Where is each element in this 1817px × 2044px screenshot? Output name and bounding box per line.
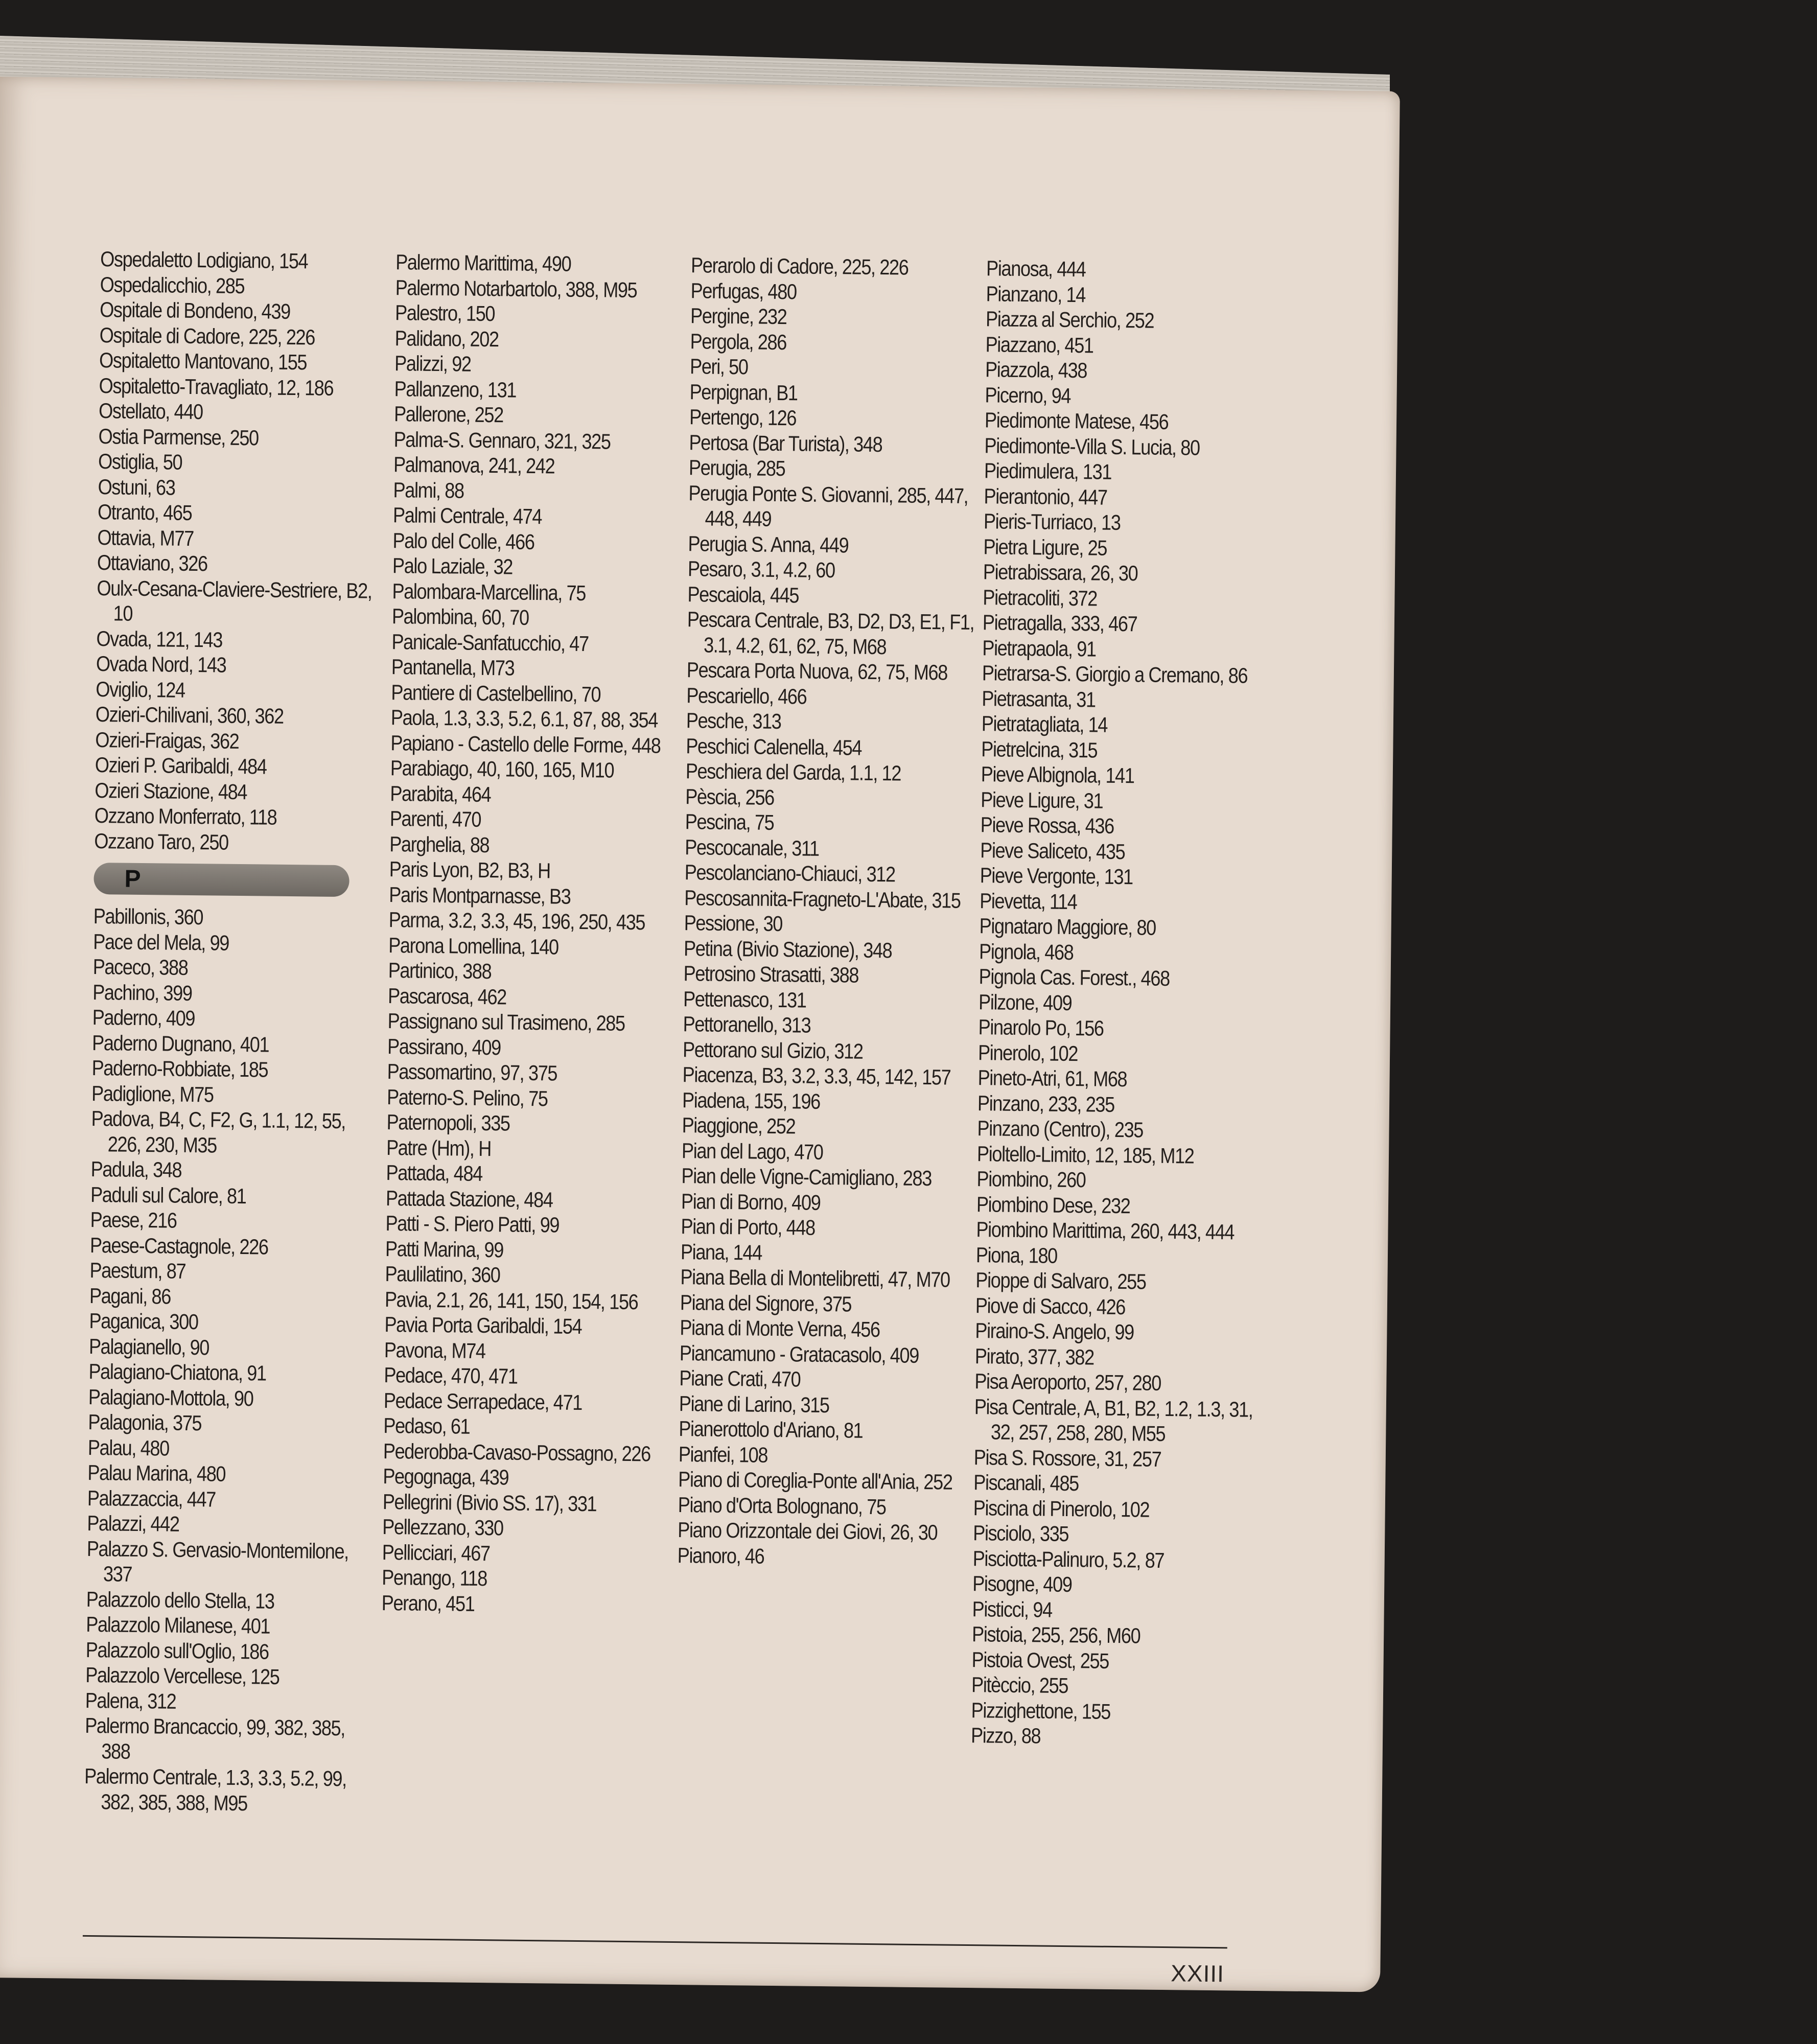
index-entry: Paceco, 388 xyxy=(92,955,188,980)
index-entry: Piana Bella di Montelibretti, 47, M70 xyxy=(680,1265,950,1292)
index-entry: Panicale-Sanfatucchio, 47 xyxy=(391,629,589,656)
index-entry: Pianzano, 14 xyxy=(986,281,1086,307)
index-entry: Pieris-Turriaco, 13 xyxy=(983,509,1121,535)
index-entry: Patti Marina, 99 xyxy=(385,1236,504,1262)
index-entry: Palidano, 202 xyxy=(394,326,499,351)
index-entry: Oviglio, 124 xyxy=(96,677,185,702)
index-entry: Perfugas, 480 xyxy=(690,278,797,304)
index-entry: Pantiere di Castelbellino, 70 xyxy=(391,680,601,706)
index-entry: Ovada Nord, 143 xyxy=(96,652,226,677)
index-entry: Pieve Saliceto, 435 xyxy=(980,838,1125,864)
index-entry: Piana di Monte Verna, 456 xyxy=(680,1315,880,1342)
index-entry: Piane di Larino, 315 xyxy=(679,1391,829,1417)
index-entry: Pieve Albignola, 141 xyxy=(981,762,1134,788)
index-entry: Pieve Rossa, 436 xyxy=(980,812,1114,838)
index-entry: Peri, 50 xyxy=(689,354,748,379)
index-entry: Pisogne, 409 xyxy=(972,1571,1072,1597)
index-entry: Paese, 216 xyxy=(90,1207,177,1233)
index-entry: Pisciotta-Palinuro, 5.2, 87 xyxy=(972,1546,1164,1572)
index-entry: Palermo Notarbartolo, 388, M95 xyxy=(395,275,637,302)
index-entry: Pedaso, 61 xyxy=(383,1413,470,1438)
index-entry: Parenti, 470 xyxy=(389,806,481,831)
index-entry: Piancamuno - Gratacasolo, 409 xyxy=(679,1340,919,1367)
index-entry: Palmanova, 241, 242 xyxy=(393,452,555,478)
index-entry: Pizzighettone, 155 xyxy=(971,1698,1111,1724)
index-entry: Pianosa, 444 xyxy=(986,256,1086,282)
index-entry: Palombina, 60, 70 xyxy=(391,604,529,630)
index-entry: Pizzo, 88 xyxy=(970,1723,1041,1748)
index-entry: Ozieri Stazione, 484 xyxy=(95,778,247,804)
index-entry: Pegognaga, 439 xyxy=(383,1464,509,1490)
index-entry: Otranto, 465 xyxy=(97,500,192,525)
index-entry: Piedimonte Matese, 456 xyxy=(984,408,1169,434)
page-number: XXIII xyxy=(1170,1960,1225,1987)
index-entry: Pescara Centrale, B3, D2, D3, E1, F1, 3.1, 4.2, 61, 62, 75, M68 xyxy=(687,607,974,659)
index-entry: Ospitaletto Mantovano, 155 xyxy=(99,348,307,375)
index-entry: Ozzano Taro, 250 xyxy=(94,828,229,854)
index-entry: Pietrabissara, 26, 30 xyxy=(983,560,1138,586)
index-entry: Pinzano, 233, 235 xyxy=(977,1090,1115,1117)
index-entry: Pellegrini (Bivio SS. 17), 331 xyxy=(382,1489,597,1516)
index-entry: Pioppe di Salvaro, 255 xyxy=(975,1268,1146,1294)
index-entry: Palizzi, 92 xyxy=(394,351,471,376)
index-entry: Pietragalla, 333, 467 xyxy=(982,610,1137,636)
index-entry: Piana del Signore, 375 xyxy=(680,1290,852,1316)
index-entry: Pescolanciano-Chiauci, 312 xyxy=(684,860,895,887)
index-entry: Palmi, 88 xyxy=(393,477,464,503)
index-entry: Pavia, 2.1, 26, 141, 150, 154, 156 xyxy=(384,1287,638,1314)
index-entry: Perugia Ponte S. Giovanni, 285, 447, 448, 449 xyxy=(688,480,968,531)
index-entry: Pietracoliti, 372 xyxy=(983,585,1098,611)
index-entry: Palermo Brancaccio, 99, 382, 385, 388 xyxy=(84,1713,345,1763)
index-entry: Palau, 480 xyxy=(87,1435,170,1460)
index-entry: Pallanzeno, 131 xyxy=(394,376,517,402)
index-entry: Pedace, 470, 471 xyxy=(384,1363,518,1388)
index-entry: Pergola, 286 xyxy=(690,329,787,354)
index-entry: Pederobba-Cavaso-Possagno, 226 xyxy=(383,1438,651,1466)
index-entry: Palena, 312 xyxy=(85,1688,176,1713)
index-entry: Piombino Dese, 232 xyxy=(976,1192,1130,1218)
index-entry: Piaggione, 252 xyxy=(682,1113,796,1139)
index-entry: Pettorano sul Gizio, 312 xyxy=(682,1037,863,1063)
index-entry: Papiano - Castello delle Forme, 448 xyxy=(390,730,661,758)
index-entry: Piano Orizzontale dei Giovi, 26, 30 xyxy=(678,1518,938,1545)
index-entry: Pavona, M74 xyxy=(384,1337,485,1363)
index-entry: Palo Laziale, 32 xyxy=(392,553,513,579)
index-entry: Pettoranello, 313 xyxy=(683,1012,811,1037)
index-entry: Pertengo, 126 xyxy=(689,405,797,430)
index-entry: Ostiglia, 50 xyxy=(98,449,182,474)
index-entry: Pescariello, 466 xyxy=(686,683,807,709)
index-entry: Palermo Centrale, 1.3, 3.3, 5.2, 99, 382, 385, 388, M95 xyxy=(84,1763,347,1815)
index-entry: Parona Lomellina, 140 xyxy=(388,933,559,959)
index-entry: Ospitaletto-Travagliato, 12, 186 xyxy=(99,373,334,400)
index-entry: Piazzola, 438 xyxy=(985,357,1087,383)
index-entry: Padiglione, M75 xyxy=(91,1081,214,1106)
index-entry: Pabillonis, 360 xyxy=(93,904,203,930)
index-entry: Piraino-S. Angelo, 99 xyxy=(975,1318,1134,1344)
index-entry: Piana, 144 xyxy=(680,1239,762,1265)
index-entry: Pineto-Atri, 61, M68 xyxy=(977,1065,1127,1091)
index-entry: Paganica, 300 xyxy=(89,1308,198,1334)
index-entry: Palo del Colle, 466 xyxy=(392,528,534,554)
index-entry: Pietrarsa-S. Giorgio a Cremano, 86 xyxy=(982,661,1248,688)
index-entry: Paola, 1.3, 3.3, 5.2, 6.1, 87, 88, 354 xyxy=(390,705,658,732)
index-entry: Pietrapaola, 91 xyxy=(982,635,1096,661)
index-entry: Palazzi, 442 xyxy=(87,1511,179,1536)
index-entry: Peschici Calenella, 454 xyxy=(686,733,862,760)
index-entry: Ospitale di Cadore, 225, 226 xyxy=(99,322,315,349)
index-entry: Patre (Hm), H xyxy=(386,1135,492,1160)
index-entry: Pescina, 75 xyxy=(685,809,774,834)
index-entry: Paderno Dugnano, 401 xyxy=(91,1030,269,1057)
index-entry: Perpignan, B1 xyxy=(689,379,798,405)
index-entry: Padova, B4, C, F2, G, 1.1, 12, 55, 226, 230, M35 xyxy=(91,1106,346,1157)
index-entry: Pellicciari, 467 xyxy=(382,1540,490,1565)
index-entry: Pescocanale, 311 xyxy=(685,834,819,861)
index-entry: Pallerone, 252 xyxy=(393,402,504,427)
index-entry: Pievetta, 114 xyxy=(979,888,1077,914)
index-entry: Pinzano (Centro), 235 xyxy=(977,1116,1144,1142)
index-entry: Palagiano-Chiatona, 91 xyxy=(88,1359,266,1385)
index-entry: Partinico, 388 xyxy=(388,958,492,984)
index-entry: Ottaviano, 326 xyxy=(97,550,207,576)
index-entry: Pistoia, 255, 256, M60 xyxy=(971,1622,1140,1648)
index-entry: Parghelia, 88 xyxy=(389,831,490,857)
index-entry: Palombara-Marcellina, 75 xyxy=(392,578,586,605)
index-entry: Palazzolo dello Stella, 13 xyxy=(86,1587,274,1613)
index-entry: Pian di Borno, 409 xyxy=(681,1189,821,1215)
index-entry: Palagianello, 90 xyxy=(88,1334,209,1359)
index-entry: Paestum, 87 xyxy=(89,1258,186,1283)
index-entry: Piscina di Pinerolo, 102 xyxy=(973,1495,1150,1522)
index-entry: Ostia Parmense, 250 xyxy=(98,424,259,450)
index-entry: Pisa Aeroporto, 257, 280 xyxy=(974,1369,1161,1395)
index-entry: Pedace Serrapedace, 471 xyxy=(383,1388,583,1414)
index-columns xyxy=(83,246,1253,1944)
index-entry: Ovada, 121, 143 xyxy=(96,626,223,652)
index-entry: Palermo Marittima, 490 xyxy=(395,250,571,276)
index-entry: Pèscia, 256 xyxy=(685,784,775,809)
index-entry: Pignola Cas. Forest., 468 xyxy=(979,964,1170,991)
index-entry: Paduli sul Calore, 81 xyxy=(90,1182,246,1208)
index-entry: Pettenasco, 131 xyxy=(683,986,806,1012)
index-entry: Pattada, 484 xyxy=(386,1160,483,1186)
index-column-4 xyxy=(971,256,1273,1751)
index-entry: Piove di Sacco, 426 xyxy=(975,1293,1126,1319)
index-entry: Pierantonio, 447 xyxy=(984,483,1107,509)
index-entry: Piano di Coreglia-Ponte all'Ania, 252 xyxy=(678,1467,952,1494)
index-entry: Pietra Ligure, 25 xyxy=(983,534,1107,560)
index-entry: Pescaiola, 445 xyxy=(687,582,799,607)
index-entry: Ostuni, 63 xyxy=(98,474,175,500)
index-entry: Passomartino, 97, 375 xyxy=(387,1059,557,1085)
index-entry: Pescara Porta Nuova, 62, 75, M68 xyxy=(686,658,948,685)
section-letter: P xyxy=(124,865,141,893)
index-entry: Paderno-Robbiate, 185 xyxy=(91,1055,268,1082)
index-page xyxy=(0,77,1400,1992)
index-entry: Pietratagliata, 14 xyxy=(981,711,1108,737)
index-entry: Pisticci, 94 xyxy=(972,1596,1053,1622)
index-entry: Perugia S. Anna, 449 xyxy=(688,531,849,557)
index-entry: Piedimulera, 131 xyxy=(984,458,1112,484)
index-entry: Pisa Centrale, A, B1, B2, 1.2, 1.3, 31, 32, 257, 258, 280, M55 xyxy=(974,1394,1253,1446)
index-entry: Perano, 451 xyxy=(381,1590,475,1616)
index-column-1 xyxy=(84,246,386,1817)
index-entry: Pagani, 86 xyxy=(89,1283,171,1309)
index-entry: Piedimonte-Villa S. Lucia, 80 xyxy=(984,433,1200,460)
index-entry: Pinerolo, 102 xyxy=(977,1040,1078,1065)
index-entry: Palmi Centrale, 474 xyxy=(392,503,542,529)
index-entry: Parabita, 464 xyxy=(390,781,491,806)
index-entry: Padula, 348 xyxy=(90,1156,182,1182)
index-entry: Perugia, 285 xyxy=(688,455,785,481)
index-entry: Paternopoli, 335 xyxy=(386,1110,510,1135)
index-entry: Pisa S. Rossore, 31, 257 xyxy=(973,1445,1161,1471)
index-entry: Petina (Bivio Stazione), 348 xyxy=(683,936,892,962)
index-entry: Ozieri-Fraigas, 362 xyxy=(95,727,239,753)
index-entry: Piscanali, 485 xyxy=(973,1470,1079,1496)
index-entry: Pieve Vergonte, 131 xyxy=(980,863,1133,889)
index-entry: Ostellato, 440 xyxy=(98,399,203,424)
index-entry: Pilzone, 409 xyxy=(978,989,1072,1015)
index-entry: Pitèccio, 255 xyxy=(971,1673,1068,1698)
index-entry: Pian del Lago, 470 xyxy=(681,1138,823,1164)
index-entry: Pianoro, 46 xyxy=(677,1543,764,1568)
index-entry: Picerno, 94 xyxy=(985,382,1071,408)
index-entry: Ozieri-Chilivani, 360, 362 xyxy=(95,702,284,728)
index-entry: Pellezzano, 330 xyxy=(382,1514,503,1540)
index-entry: Pertosa (Bar Turista), 348 xyxy=(689,430,882,456)
index-entry: Pietrelcina, 315 xyxy=(981,736,1098,762)
index-entry: Paris Montparnasse, B3 xyxy=(389,882,571,909)
index-entry: Pian di Porto, 448 xyxy=(681,1214,816,1240)
index-entry: Ospitale di Bondeno, 439 xyxy=(99,297,291,323)
index-entry: Piadena, 155, 196 xyxy=(682,1087,821,1113)
index-entry: Piacenza, B3, 3.2, 3.3, 45, 142, 157 xyxy=(682,1062,951,1089)
index-entry: Pistoia Ovest, 255 xyxy=(971,1647,1109,1673)
index-entry: Passignano sul Trasimeno, 285 xyxy=(387,1009,625,1035)
index-entry: Piazzano, 451 xyxy=(985,332,1093,357)
index-entry: Pietrasanta, 31 xyxy=(982,686,1096,712)
index-column-2 xyxy=(382,249,682,1618)
index-entry: Piona, 180 xyxy=(975,1242,1058,1268)
index-entry: Piombino Marittima, 260, 443, 444 xyxy=(976,1217,1234,1244)
index-entry: Pesaro, 3.1, 4.2, 60 xyxy=(687,556,835,583)
section-letter-badge xyxy=(94,863,350,897)
index-entry: Pescosannita-Fragneto-L'Abate, 315 xyxy=(684,885,961,913)
index-entry: Pascarosa, 462 xyxy=(387,983,507,1009)
index-entry: Pachino, 399 xyxy=(92,980,192,1005)
index-entry: Ozzano Monferrato, 118 xyxy=(94,803,277,829)
index-entry: Pisciolo, 335 xyxy=(973,1521,1069,1546)
index-entry: Paulilatino, 360 xyxy=(385,1262,500,1287)
index-entry: Palagonia, 375 xyxy=(88,1409,202,1435)
index-entry: Paese-Castagnole, 226 xyxy=(89,1233,268,1259)
index-entry: Pace del Mela, 99 xyxy=(93,929,229,955)
index-entry: Paris Lyon, B2, B3, H xyxy=(389,857,551,883)
index-entry: Pirato, 377, 382 xyxy=(974,1343,1094,1369)
index-entry: Ospedalicchio, 285 xyxy=(100,272,245,298)
index-entry: Palestro, 150 xyxy=(394,300,495,326)
index-entry: Peschiera del Garda, 1.1, 12 xyxy=(685,759,901,785)
index-entry: Perarolo di Cadore, 225, 226 xyxy=(690,253,908,280)
index-entry: Pignataro Maggiore, 80 xyxy=(979,914,1156,940)
index-entry: Paterno-S. Pelino, 75 xyxy=(386,1084,548,1110)
index-entry: Pianerottolo d'Ariano, 81 xyxy=(679,1416,863,1443)
index-entry: Oulx-Cesana-Claviere-Sestriere, B2, 10 xyxy=(97,575,372,625)
index-entry: Patti - S. Piero Patti, 99 xyxy=(385,1211,560,1237)
index-entry: Penango, 118 xyxy=(382,1565,487,1591)
index-column-3 xyxy=(678,252,977,1571)
index-entry: Pessione, 30 xyxy=(684,911,783,936)
index-entry: Pattada Stazione, 484 xyxy=(385,1186,553,1212)
index-entry: Passirano, 409 xyxy=(387,1034,501,1059)
index-entry: Piombino, 260 xyxy=(976,1167,1086,1192)
index-entry: Palazzaccia, 447 xyxy=(87,1485,216,1512)
index-entry: Palau Marina, 480 xyxy=(87,1460,226,1486)
index-entry: Ospedaletto Lodigiano, 154 xyxy=(100,247,308,273)
index-entry: Pianfei, 108 xyxy=(678,1442,768,1467)
index-entry: Pavia Porta Garibaldi, 154 xyxy=(384,1312,582,1339)
index-entry: Pinarolo Po, 156 xyxy=(978,1015,1104,1040)
index-entry: Palma-S. Gennaro, 321, 325 xyxy=(393,427,611,454)
index-entry: Parma, 3.2, 3.3, 45, 196, 250, 435 xyxy=(388,908,645,935)
index-entry: Palazzolo Vercellese, 125 xyxy=(85,1662,279,1689)
index-entry: Palagiano-Mottola, 90 xyxy=(88,1384,253,1410)
index-entry: Ottavia, M77 xyxy=(97,525,194,550)
index-entry: Pian delle Vigne-Camigliano, 283 xyxy=(681,1164,932,1191)
index-entry: Petrosino Strasatti, 388 xyxy=(683,961,859,987)
index-entry: Pieve Ligure, 31 xyxy=(981,787,1103,813)
index-entry: Palazzolo sull'Oglio, 186 xyxy=(85,1637,269,1664)
index-entry: Pantanella, M73 xyxy=(391,655,515,680)
index-entry: Pignola, 468 xyxy=(979,939,1074,964)
index-entry: Parabiago, 40, 160, 165, M10 xyxy=(390,756,614,782)
index-entry: Piano d'Orta Bolognano, 75 xyxy=(678,1492,886,1519)
index-entry: Pioltello-Limito, 12, 185, M12 xyxy=(976,1141,1194,1168)
index-entry: Palazzo S. Gervasio-Montemilone, 337 xyxy=(86,1536,349,1586)
index-entry: Ozieri P. Garibaldi, 484 xyxy=(95,753,267,779)
index-entry: Piazza al Serchio, 252 xyxy=(985,307,1154,333)
index-entry: Palazzolo Milanese, 401 xyxy=(86,1612,270,1638)
index-entry: Pesche, 313 xyxy=(686,708,781,734)
index-entry: Pergine, 232 xyxy=(690,304,787,329)
index-entry: Paderno, 409 xyxy=(92,1005,195,1031)
index-entry: Piane Crati, 470 xyxy=(679,1366,801,1391)
